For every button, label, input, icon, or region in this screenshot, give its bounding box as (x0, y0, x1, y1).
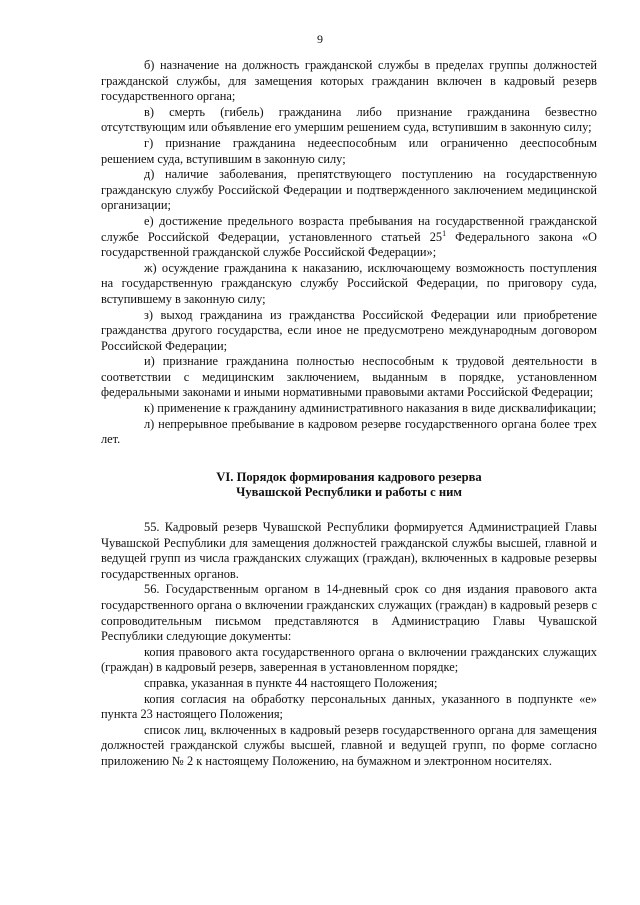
list-item-v: в) смерть (гибель) гражданина либо признание гражданина безвестно отсутствующим или объявление его умершим решением суда, вступившим в законную силу; (101, 104, 597, 135)
list-item-e-text: е) достижение предельного возраста пребывания на государственной гражданской службе Российской Федерации, установленного статьей 25 (101, 213, 597, 244)
document-list-item: справка, указанная в пункте 44 настоящего Положения; (144, 675, 438, 690)
document-body (101, 58, 597, 770)
document-list-item: список лиц, включенных в кадровый резерв государственного органа для замещения должностей гражданской службы высшей, главной и ведущей групп, по форме согласно приложению № 2 к настоящему Положению, на бумажном и электронном носителях. (101, 722, 597, 768)
section-title-line-2: Чувашской Республики и работы с ним (236, 485, 462, 500)
list-item-b: б) назначение на должность гражданской службы в пределах группы должностей гражданской службы, для замещения которых гражданин включен в кадровый резерв государственного органа; (101, 58, 597, 104)
list-item-l: л) непрерывное пребывание в кадровом резерве государственного органа более трех лет. (101, 416, 597, 447)
paragraph-55: 55. Кадровый резерв Чувашской Республики формируется Администрацией Главы Чувашской Республики для замещения должностей гражданской службы высшей, главной и ведущей групп из числа гражданских служащих (граждан), включенных в кадровые резервы государственных органов. (101, 520, 597, 581)
page-number: 9 (317, 32, 323, 46)
list-item-i: и) признание гражданина полностью неспособным к трудовой деятельности в соответствии с медицинским заключением, выданным в порядке, установленном федеральными законами и иными нормативными правовыми актами Российской Федерации; (101, 354, 597, 400)
list-item-k: к) применение к гражданину административного наказания в виде дисквалификации; (144, 401, 597, 416)
section-title (101, 470, 597, 501)
document-list-item: копия согласия на обработку персональных данных, указанного в подпункте «е» пункта 23 настоящего Положения; (101, 691, 597, 722)
list-item-z: з) выход гражданина из гражданства Российской Федерации или приобретение гражданства другого государства, если иное не предусмотрено международным договором Российской Федерации; (101, 307, 597, 353)
list-item-g: г) признание гражданина недееспособным или ограниченно дееспособным решением суда, вступившим в законную силу; (101, 135, 597, 166)
article-superscript: 1 (442, 228, 447, 238)
list-item-d: д) наличие заболевания, препятствующего поступлению на государственную гражданскую службу Российской Федерации и подтвержденного заключением медицинской организации; (101, 167, 597, 213)
list-item-zh: ж) осуждение гражданина к наказанию, исключающему возможность поступления на государственную гражданскую службу Российской Федерации, по приговору суда, вступившему в законную силу; (101, 260, 597, 306)
list-item-e-text-end: Федерального закона «О государственной гражданской службе Российской Федерации»; (101, 229, 597, 260)
document-list-item: копия правового акта государственного органа о включении гражданских служащих (граждан) в кадровый резерв, заверенная в установленном порядке; (101, 644, 597, 675)
list-item-e (101, 214, 597, 261)
paragraph-56: 56. Государственным органом в 14-дневный срок со дня издания правового акта государственного органа о включении гражданских служащих (граждан) в кадровый резерв с сопроводительным письмом представляются в Администрацию Главы Чувашской Республики следующие документы: (101, 582, 597, 644)
section-title-line-1: VI. Порядок формирования кадрового резерва (216, 469, 482, 484)
